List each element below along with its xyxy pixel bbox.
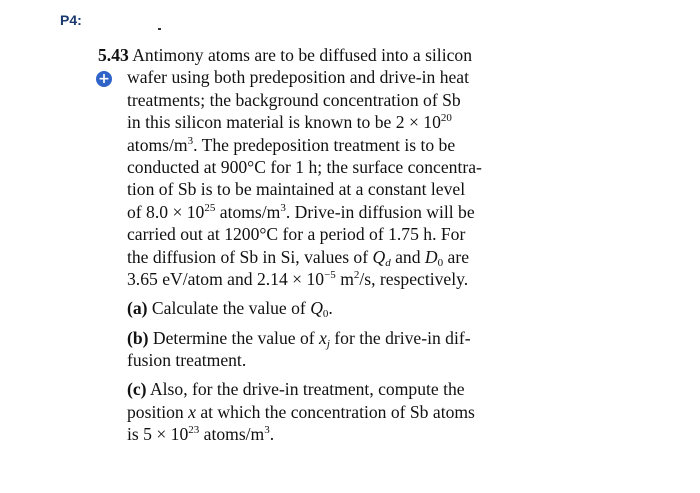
text-run: D	[424, 246, 438, 267]
problem-line	[98, 134, 538, 156]
problem-line	[98, 44, 538, 66]
text-run: atoms/m	[199, 424, 265, 445]
problem-text	[98, 44, 538, 446]
problem-line	[98, 223, 538, 245]
part-line	[98, 349, 538, 371]
text-run: of 8.0 × 10	[127, 201, 205, 222]
text-run: .	[269, 424, 275, 445]
problem-part	[98, 378, 538, 445]
text-run: 0	[322, 308, 329, 321]
problem-line	[98, 246, 538, 268]
problem-line	[98, 201, 538, 223]
problem-line	[98, 268, 538, 290]
problem-statement	[98, 44, 538, 290]
text-run: Calculate the value of	[147, 298, 311, 319]
text-run: j	[326, 337, 330, 350]
text-run: d	[385, 256, 391, 269]
text-run: . The predeposition treatment is to be	[193, 134, 456, 155]
problem-part	[98, 297, 538, 319]
problem-part	[98, 327, 538, 372]
problem-line	[98, 178, 538, 200]
text-run: position	[127, 401, 189, 422]
part-line	[98, 401, 538, 423]
text-run: 3.65 eV/atom and 2.14 × 10	[127, 268, 325, 289]
part-line	[98, 423, 538, 445]
text-run: 3	[280, 201, 286, 214]
text-run: Also, for the drive-in treatment, compute the	[146, 379, 465, 400]
text-run: .	[328, 298, 333, 319]
part-line	[98, 378, 538, 400]
text-run: atoms/m	[127, 134, 188, 155]
problem-line	[98, 156, 538, 178]
text-run: 25	[204, 201, 216, 214]
text-run: 20	[440, 112, 452, 125]
problem-line	[98, 89, 538, 111]
text-run: x	[319, 327, 327, 348]
text-run: (b)	[127, 327, 149, 348]
text-run: at which the concentration of Sb atoms	[195, 401, 475, 422]
problem-number: 5.43	[98, 45, 129, 65]
text-run: in this silicon material is known to be 2 × 10	[127, 112, 441, 133]
page-label: P4:	[60, 12, 82, 28]
text-run: /s, respectively.	[359, 268, 469, 289]
text-run: Q	[310, 298, 323, 319]
text-run: (a)	[127, 298, 148, 319]
text-run: is 5 × 10	[127, 424, 189, 445]
part-line	[98, 327, 538, 349]
text-run: Determine the value of	[148, 327, 320, 348]
text-run: treatments; the background concentration of Sb	[127, 89, 461, 110]
text-run: the diffusion of Sb in Si, values of	[127, 246, 373, 267]
text-run: Antimony atoms are to be diffused into a silicon	[128, 45, 472, 65]
text-run: 3	[187, 134, 194, 147]
text-run: . Drive-in diffusion will be	[285, 201, 475, 222]
problem-line	[98, 66, 538, 88]
text-run: conducted at 900°C for 1 h; the surface concentra-	[127, 156, 482, 177]
text-run: −5	[324, 268, 336, 281]
text-run: carried out at 1200°C for a period of 1.75 h. For	[127, 224, 466, 245]
text-run: 2	[353, 268, 360, 281]
text-run: wafer using both predeposition and drive-in heat	[127, 67, 470, 88]
text-run: 0	[437, 256, 444, 269]
plus-circle-icon[interactable]: +	[96, 71, 112, 87]
text-run: and	[390, 246, 425, 267]
text-run: (c)	[127, 379, 147, 400]
text-run: 23	[188, 424, 200, 437]
text-run: x	[188, 401, 196, 422]
text-run: m	[335, 268, 354, 289]
part-line	[98, 297, 538, 319]
text-run: are	[443, 246, 470, 267]
text-run: atoms/m	[215, 201, 281, 222]
problem-parts	[98, 297, 538, 445]
text-run: 3	[264, 424, 270, 437]
problem-line	[98, 111, 538, 133]
text-run: tion of Sb is to be maintained at a constant level	[127, 179, 466, 200]
text-run: for the drive-in dif-	[329, 327, 471, 348]
text-run: Q	[372, 246, 386, 267]
text-run: fusion treatment.	[127, 350, 247, 371]
stray-mark	[158, 28, 161, 30]
